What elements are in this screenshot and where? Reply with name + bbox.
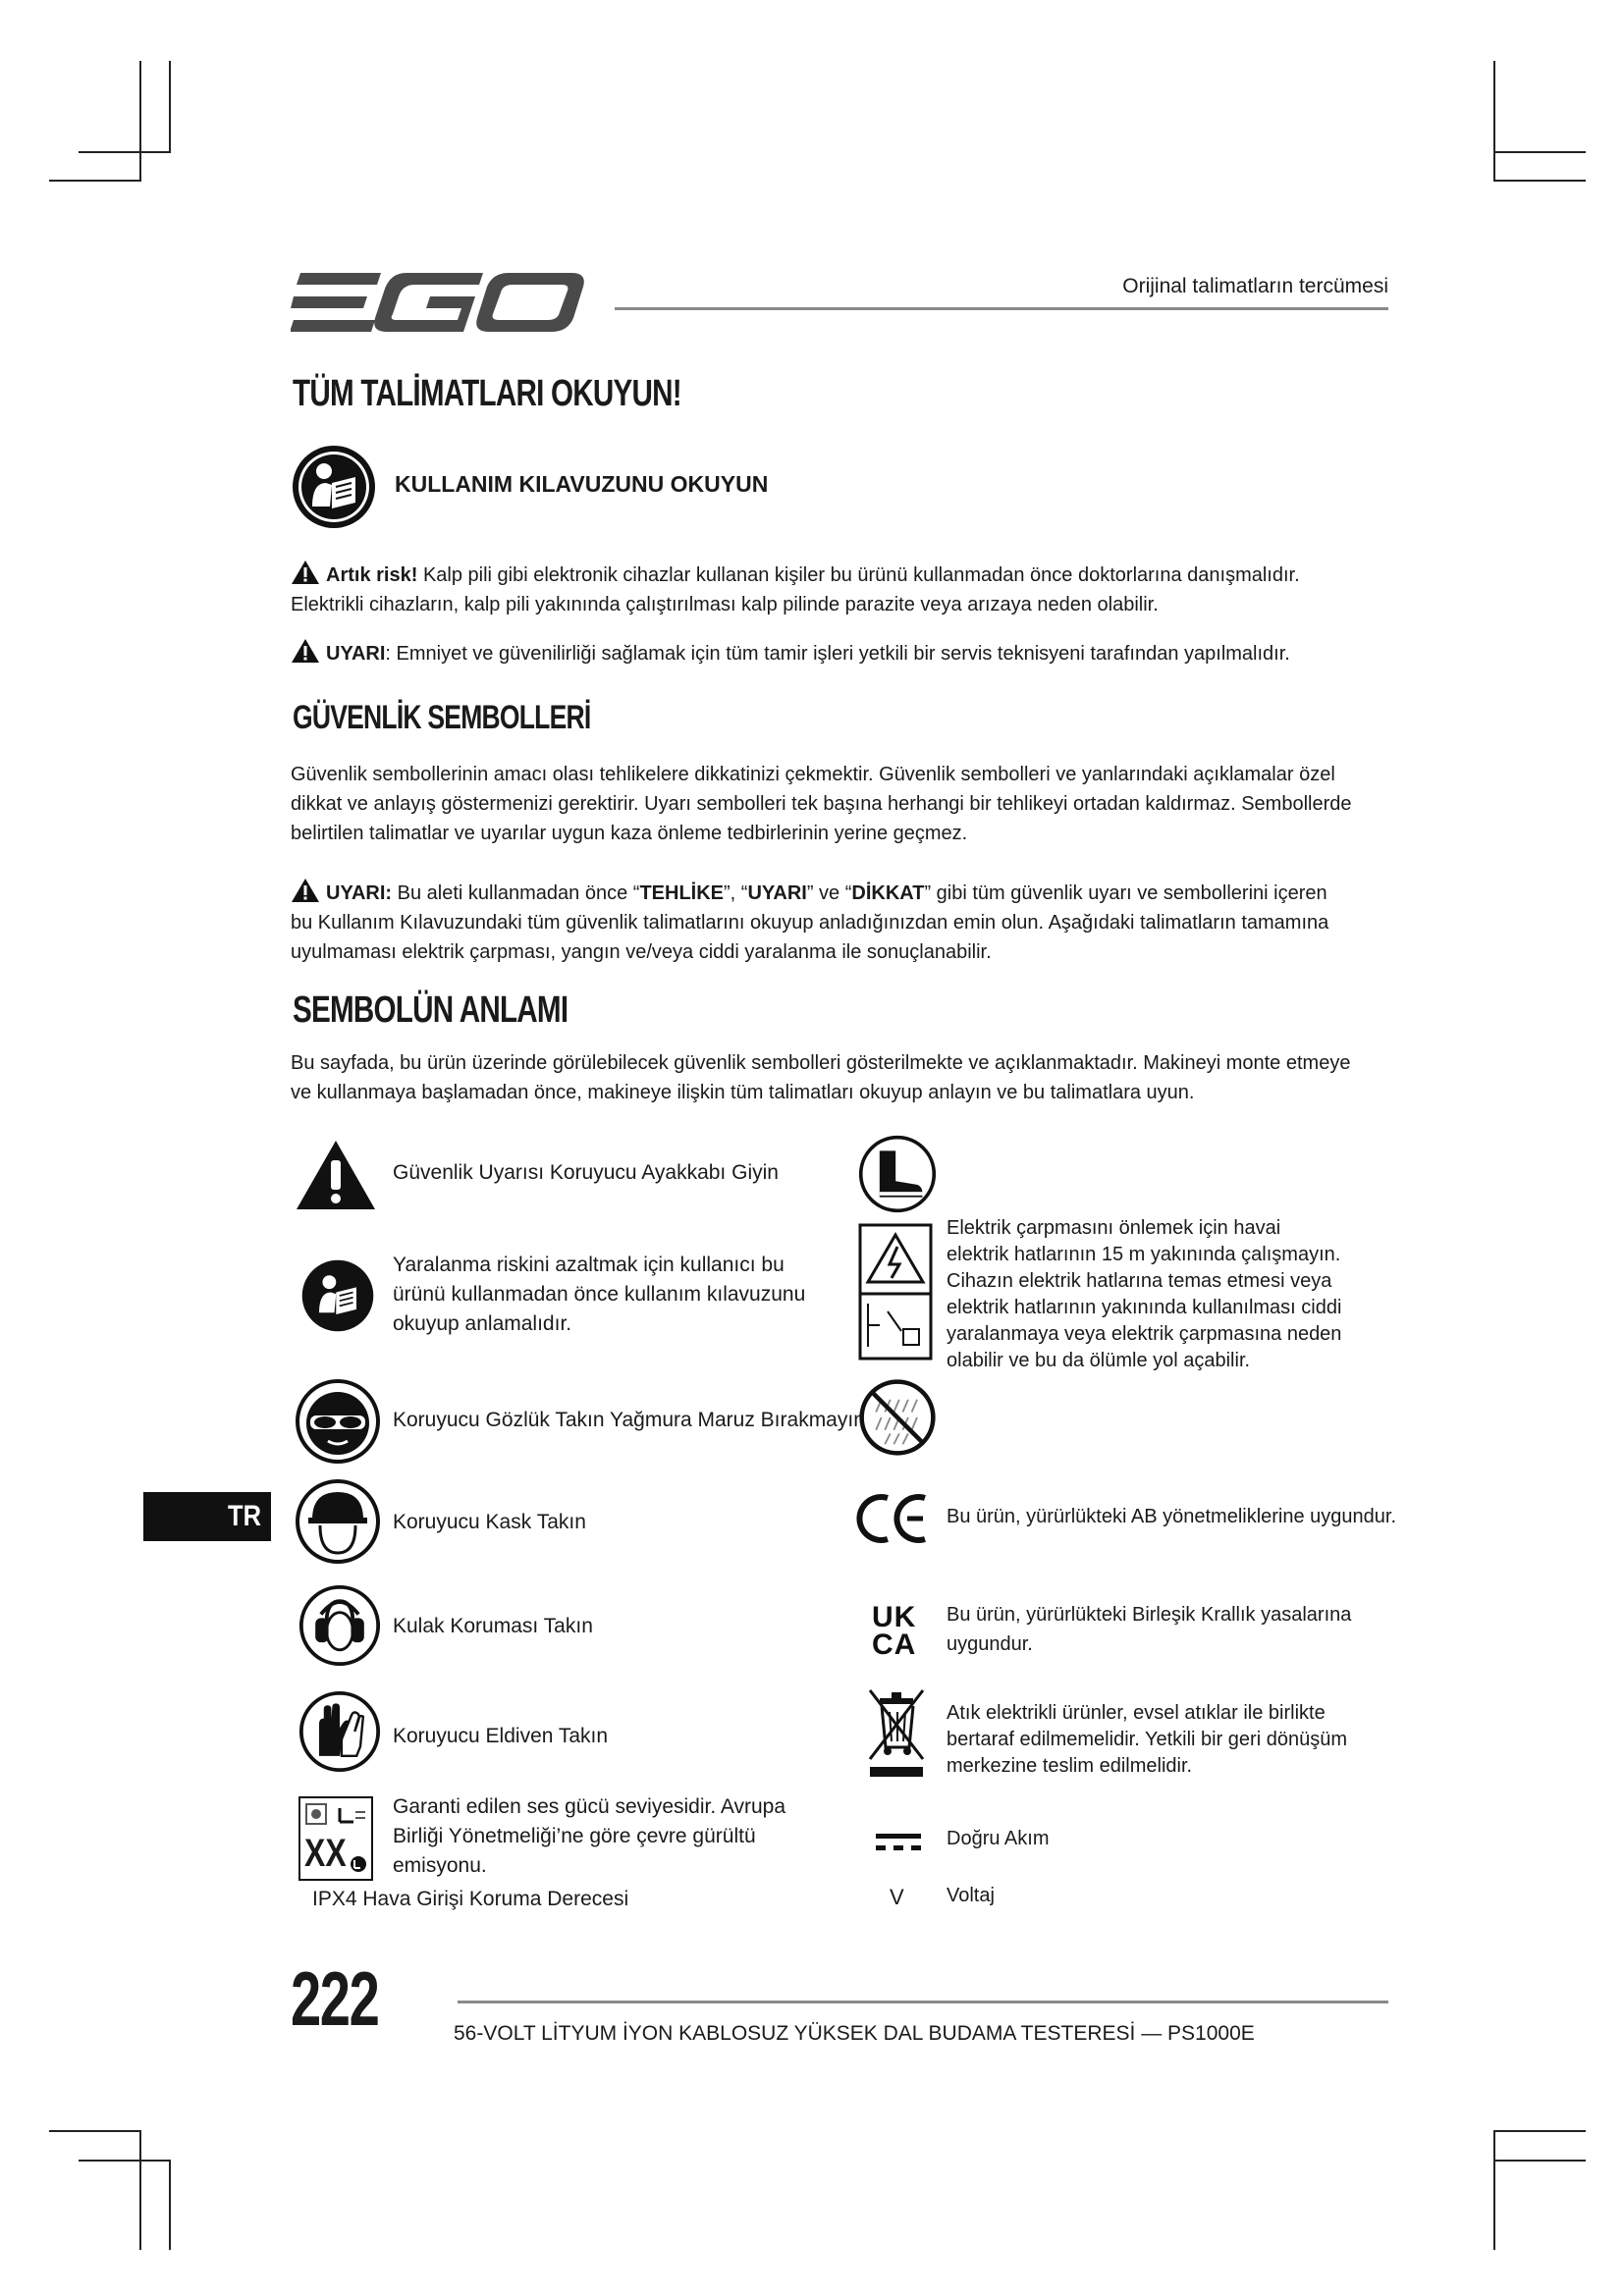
crop-mark (139, 2130, 141, 2250)
symbol-label: IPX4 Hava Girişi Koruma Derecesi (312, 1888, 629, 1910)
symbol-sound-power (298, 1796, 373, 1881)
symbol-warning (295, 1139, 377, 1216)
service-warning-paragraph (291, 638, 1390, 668)
risk-line-2: Elektrikli cihazların, kalp pili yakınında çalıştırılması kalp pilinde parazite veya arızaya neden olabilir. (291, 594, 1159, 615)
symbol-ce (856, 1492, 931, 1550)
symbol-power-line (858, 1223, 933, 1365)
crop-mark (1493, 2160, 1586, 2162)
warning-bold: UYARI (326, 643, 386, 665)
header-rule (615, 307, 1388, 310)
symbol-meaning-paragraph (291, 1048, 1400, 1107)
symbol-label-line: elektrik hatlarının 15 m yakınında çalışmayın. (947, 1244, 1341, 1265)
decibel-icon (350, 1855, 367, 1873)
meaning-line-2: ve kullanmaya başlamadan önce, makineye ilişkin tüm talimatları okuyup anlayın ve bu talimatlara uyun. (291, 1082, 1195, 1103)
crop-mark (1493, 2130, 1495, 2250)
uyari-text-part: ” ve “ (806, 882, 852, 904)
symbol-label-line: merkezine teslim edilmelidir. (947, 1755, 1193, 1777)
symbol-label-line: elektrik hatlarının yakınında kullanılması ciddi (947, 1297, 1342, 1318)
crop-mark (169, 2160, 171, 2250)
uyari-paragraph (291, 878, 1400, 967)
symbol-label-line: Yaralanma riskini azaltmak için kullanıcı bu (393, 1254, 785, 1276)
symbol-label-line: Birliği Yönetmeliği’ne göre çevre gürültü (393, 1825, 756, 1847)
crop-mark (1493, 61, 1495, 181)
ce-mark-icon (856, 1492, 931, 1545)
warning-triangle-icon (291, 560, 320, 585)
crop-mark (79, 2160, 171, 2162)
read-manual-badge (291, 444, 377, 535)
read-manual-icon (291, 444, 377, 530)
sound-power-icon (298, 1796, 373, 1881)
symbol-label-line: Elektrik çarpmasını önlemek için havai (947, 1217, 1281, 1239)
uyari-text-part: ”, “ (724, 882, 748, 904)
symbol-label-line: okuyup anlamalıdır. (393, 1312, 572, 1335)
symbol-label: Koruyucu Gözlük Takın Yağmura Maruz Bırakmayın (393, 1409, 865, 1431)
warning-triangle-icon (291, 878, 320, 903)
uyari-text-part: Bu aleti kullanmadan önce “ (392, 882, 640, 904)
uyari-line-3: uyulmaması elektrik çarpması, yangın ve/veya ciddi yaralanma ile sonuçlanabilir. (291, 941, 992, 963)
symbol-helmet (295, 1478, 381, 1570)
crop-mark (169, 61, 171, 151)
language-tab-label: TR (228, 1500, 261, 1532)
symbol-no-rain (858, 1378, 937, 1462)
symbol-description (947, 1700, 1347, 1780)
uyari-word: UYARI (747, 882, 807, 904)
language-tab (143, 1492, 271, 1541)
safety-line-2: dikkat ve anlayış göstermenizi gerektirir. Uyarı sembolleri tek başına herhangi bir tehlikeyi ortadan kaldırmaz. Sembollerde (291, 793, 1352, 815)
power-line-hazard-icon (858, 1223, 933, 1361)
symbol-weee (866, 1686, 927, 1784)
manual-label: KULLANIM KILAVUZUNU OKUYUN (395, 471, 769, 497)
noise-source-icon (300, 1800, 371, 1830)
crop-mark (139, 61, 141, 181)
uyari-bold: UYARI: (326, 882, 393, 904)
residual-risk-paragraph (291, 560, 1390, 619)
symbol-label: Doğru Akım (947, 1828, 1050, 1849)
symbol-label-line: Bu ürün, yürürlükteki Birleşik Krallık yasalarına (947, 1604, 1352, 1626)
ukca-bottom: CA (872, 1629, 917, 1661)
meaning-line-1: Bu sayfada, bu ürün üzerinde görülebilecek güvenlik sembolleri gösterilmekte ve açıklanmaktadır. Makineyi monte etmeye (291, 1052, 1351, 1074)
ego-logo (291, 271, 585, 341)
safety-boots-icon (858, 1135, 937, 1213)
direct-current-icon (876, 1832, 921, 1853)
symbol-label-line: yaralanmaya veya elektrik çarpmasına neden (947, 1323, 1342, 1345)
uyari-text-part: ” gibi tüm güvenlik uyarı ve sembollerini içeren (924, 882, 1327, 904)
warning-triangle-icon (291, 638, 320, 664)
symbol-safety-glasses (295, 1378, 381, 1469)
crop-mark (49, 180, 141, 182)
risk-line-1: Kalp pili gibi elektronik cihazlar kullanan kişiler bu ürünü kullanmadan önce doktorlarına danışmalıdır. (422, 564, 1300, 586)
warning-text: : Emniyet ve güvenilirliği sağlamak için tüm tamir işleri yetkili bir servis teknisyeni tarafından yapılmalıdır. (385, 643, 1290, 665)
symbol-description (947, 1215, 1341, 1374)
page-number: 222 (291, 1955, 379, 2042)
read-manual-icon (300, 1258, 375, 1333)
symbol-label: Koruyucu Kask Takın (393, 1511, 586, 1533)
symbol-description (393, 1251, 805, 1339)
dikkat-word: DİKKAT (851, 882, 925, 904)
footer-product-title: 56-VOLT LİTYUM İYON KABLOSUZ YÜKSEK DAL BUDAMA TESTERESİ — PS1000E (454, 2022, 1255, 2045)
safety-symbols-paragraph (291, 760, 1400, 848)
weee-bin-icon (866, 1686, 927, 1779)
voltage-symbol: V (890, 1885, 904, 1909)
page-title: TÜM TALİMATLARI OKUYUN! (293, 373, 681, 414)
ego-logo-icon (291, 271, 585, 336)
symbol-label: Güvenlik Uyarısı Koruyucu Ayakkabı Giyin (393, 1161, 779, 1184)
safety-symbols-heading: GÜVENLİK SEMBOLLERİ (293, 699, 591, 736)
symbol-label-line: emisyonu. (393, 1854, 487, 1877)
symbol-label-line: bertaraf edilmemelidir. Yetkili bir geri dönüşüm (947, 1729, 1347, 1750)
crop-mark (79, 151, 171, 153)
crop-mark (49, 2130, 141, 2132)
symbol-label-line: Atık elektrikli ürünler, evsel atıklar ile birlikte (947, 1702, 1326, 1724)
symbol-description (393, 1792, 785, 1881)
ukca-top: UK (872, 1601, 917, 1633)
symbol-label-line: olabilir ve bu da ölümle yol açabilir. (947, 1350, 1251, 1371)
safety-line-1: Güvenlik sembollerinin amacı olası tehlikelere dikkatinizi çekmektir. Güvenlik sembolleri ve yanlarındaki açıklamalar özel (291, 764, 1335, 785)
warning-triangle-icon (295, 1139, 377, 1211)
no-rain-icon (858, 1378, 937, 1457)
tehlike-word: TEHLİKE (639, 882, 724, 904)
symbol-meaning-heading: SEMBOLÜN ANLAMI (293, 989, 568, 1031)
footer-rule (458, 2001, 1388, 2003)
crop-mark (1493, 2130, 1586, 2132)
symbol-label-line: Cihazın elektrik hatlarına temas etmesi veya (947, 1270, 1332, 1292)
symbol-direct-current (876, 1832, 921, 1858)
symbol-ukca (872, 1601, 927, 1661)
uyari-line-2: bu Kullanım Kılavuzundaki tüm güvenlik talimatlarını okuyup anladığınızdan emin olun. Aşağıdaki talimatların tamamına (291, 912, 1329, 934)
safety-glasses-icon (295, 1378, 381, 1465)
symbol-ear-protection (298, 1584, 381, 1672)
helmet-icon (295, 1478, 381, 1565)
symbol-label: Bu ürün, yürürlükteki AB yönetmeliklerine uygundur. (947, 1506, 1397, 1527)
symbol-gloves (298, 1690, 381, 1778)
symbol-safety-boots (858, 1135, 937, 1218)
symbol-label: Kulak Koruması Takın (393, 1615, 593, 1637)
risk-bold: Artık risk! (326, 564, 418, 586)
safety-line-3: belirtilen talimatlar ve uyarılar uygun kaza önleme tedbirlerinin yerine geçmez. (291, 823, 968, 844)
symbol-label: Koruyucu Eldiven Takın (393, 1725, 609, 1747)
gloves-icon (298, 1690, 381, 1773)
symbol-label-line: ürünü kullanmadan önce kullanım kılavuzunu (393, 1283, 806, 1306)
sound-power-badge: XX (304, 1832, 347, 1875)
crop-mark (1493, 151, 1586, 153)
symbol-label-line: Garanti edilen ses gücü seviyesidir. Avrupa (393, 1795, 786, 1818)
crop-mark (1493, 180, 1586, 182)
symbol-label: Voltaj (947, 1885, 995, 1906)
header-subtitle: Orijinal talimatların tercümesi (1122, 275, 1388, 297)
symbol-description (947, 1600, 1351, 1659)
ukca-mark-icon (872, 1601, 927, 1661)
symbol-read-manual (300, 1258, 375, 1338)
symbol-label-line: uygundur. (947, 1633, 1033, 1655)
ear-protection-icon (298, 1584, 381, 1667)
